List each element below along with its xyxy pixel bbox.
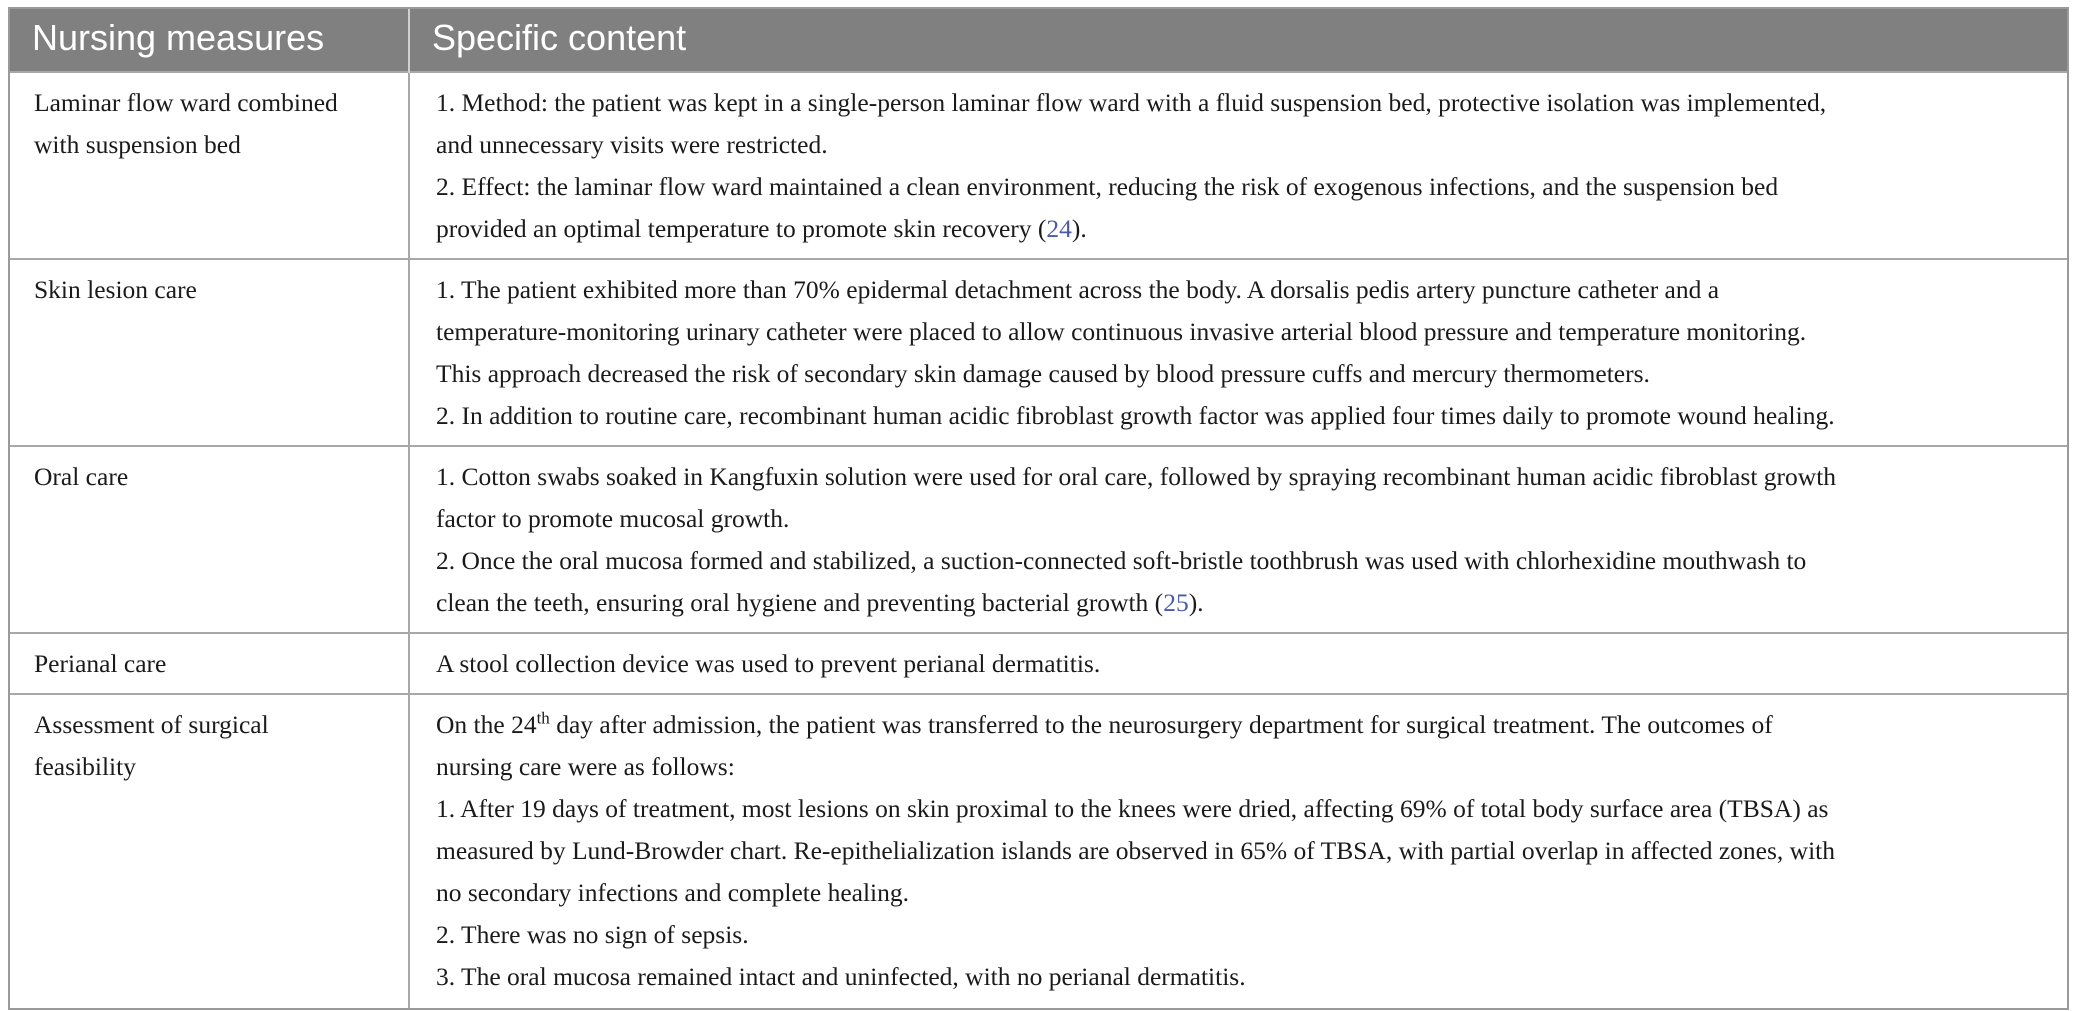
content-text: nursing care were as follows: [436,752,735,781]
content-text: 1. Method: the patient was kept in a single-person laminar flow ward with a fluid suspension bed, protective isolation was implemented, [436,88,1827,117]
measure-cell [10,633,409,694]
table-row [10,694,2067,1008]
measure-cell [10,446,409,633]
content-text: ). [1188,588,1204,617]
content-text: This approach decreased the risk of secondary skin damage caused by blood pressure cuffs and mercury thermometers. [436,359,1650,388]
content-text: clean the teeth, ensuring oral hygiene and preventing bacterial growth ( [436,588,1164,617]
header-specific-content: Specific content [409,9,2067,72]
content-text: 2. Once the oral mucosa formed and stabilized, a suction-connected soft-bristle toothbrush was used with chlorhexidine mouthwash to [436,546,1807,575]
content-intro-line [436,704,2057,746]
table-row [10,72,2067,259]
table [10,9,2067,1008]
content-text-with-citation [436,582,2057,624]
citation-link[interactable]: 25 [1163,588,1189,617]
content-text: 2. Effect: the laminar flow ward maintained a clean environment, reducing the risk of exogenous infections, and the suspension bed [436,172,1779,201]
content-text: 1. After 19 days of treatment, most lesions on skin proximal to the knees were dried, affecting 69% of total body surface area (TBSA) as [436,794,1829,823]
content-text: ). [1071,214,1087,243]
content-text: On the 24 [436,710,537,739]
superscript: th [536,708,550,728]
content-text: 3. The oral mucosa remained intact and uninfected, with no perianal dermatitis. [436,962,1246,991]
content-text: 1. Cotton swabs soaked in Kangfuxin solution were used for oral care, followed by spraying recombinant human acidic fibroblast growth [436,462,1837,491]
measure-cell [10,259,409,446]
content-text-with-citation [436,208,2057,250]
content-text: factor to promote mucosal growth. [436,504,790,533]
content-cell [409,694,2067,1008]
content-text: measured by Lund-Browder chart. Re-epithelialization islands are observed in 65% of TBSA, with partial overlap in affected zones, with [436,836,1836,865]
content-text: no secondary infections and complete healing. [436,878,910,907]
content-cell [409,633,2067,694]
measure-text: Perianal care [34,649,167,678]
content-text: and unnecessary visits were restricted. [436,130,828,159]
header-row [10,9,2067,72]
content-text: 2. In addition to routine care, recombinant human acidic fibroblast growth factor was applied four times daily to promote wound healing. [436,401,1835,430]
table-row [10,446,2067,633]
content-cell [409,259,2067,446]
measure-text: Oral care [34,462,129,491]
content-text: A stool collection device was used to prevent perianal dermatitis. [436,649,1101,678]
content-text: 2. There was no sign of sepsis. [436,920,749,949]
content-cell [409,446,2067,633]
measure-cell [10,694,409,1008]
nursing-measures-table [8,7,2069,1010]
table-row [10,259,2067,446]
measure-text: Skin lesion care [34,275,197,304]
measure-text: with suspension bed [34,130,241,159]
measure-text: Laminar flow ward combined [34,88,338,117]
content-text: provided an optimal temperature to promote skin recovery ( [436,214,1047,243]
content-text: 1. The patient exhibited more than 70% epidermal detachment across the body. A dorsalis pedis artery puncture catheter and a [436,275,1720,304]
measure-text: Assessment of surgical [34,710,269,739]
content-cell [409,72,2067,259]
header-nursing-measures: Nursing measures [10,9,409,72]
citation-link[interactable]: 24 [1046,214,1072,243]
content-text: temperature-monitoring urinary catheter were placed to allow continuous invasive arterial blood pressure and temperature monitoring. [436,317,1807,346]
content-text: day after admission, the patient was transferred to the neurosurgery department for surgical treatment. The outcomes of [549,710,1773,739]
table-row [10,633,2067,694]
measure-text: feasibility [34,752,136,781]
measure-cell [10,72,409,259]
table-header [10,9,2067,72]
